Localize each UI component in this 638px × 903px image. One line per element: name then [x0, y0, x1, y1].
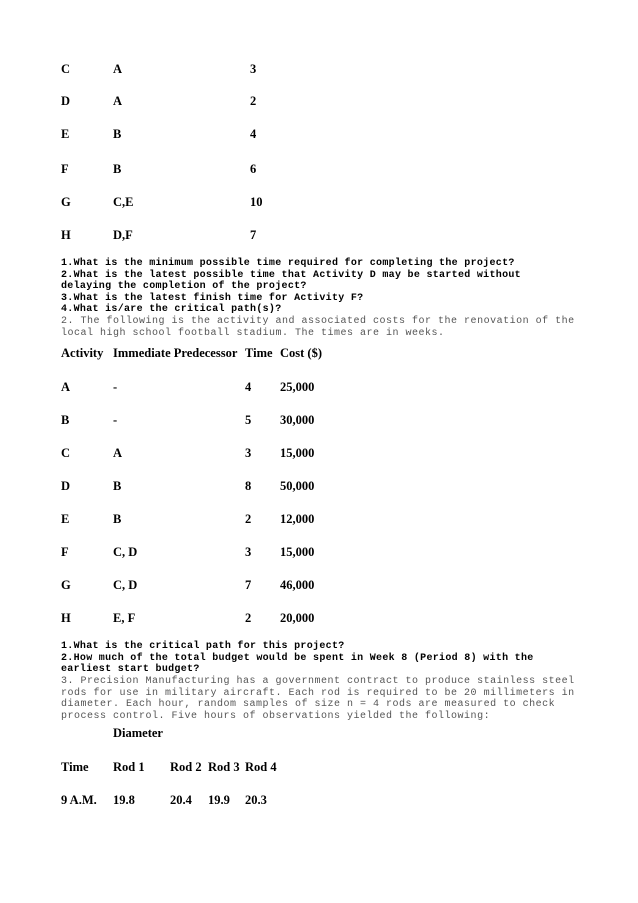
cost-cell: 30,000: [280, 413, 315, 427]
header-time: Time: [61, 760, 89, 774]
question-line: delaying the completion of the project?: [61, 281, 307, 292]
header-rod-3: Rod 3: [208, 760, 240, 774]
time-cell: 5: [245, 413, 252, 427]
rod-2-cell: 20.4: [170, 793, 192, 807]
time-cell: 4: [245, 380, 252, 394]
activity-cell: H: [61, 228, 71, 242]
activity-cell: F: [61, 162, 69, 176]
header-time: Time: [245, 346, 273, 360]
activity-cell: G: [61, 578, 71, 592]
activity-cell: D: [61, 94, 71, 108]
paragraph-line: process control. Five hours of observations yielded the following:: [61, 710, 491, 722]
questions-2: [61, 641, 581, 676]
activity-cell: E: [61, 512, 70, 526]
table-row: [0, 228, 638, 244]
rod-3-cell: 19.9: [208, 793, 230, 807]
table-row: [0, 413, 638, 429]
table-row: [0, 446, 638, 462]
header-rod-2: Rod 2: [170, 760, 202, 774]
question-line: 1.What is the minimum possible time required for completing the project?: [61, 258, 515, 269]
header-cost: Cost ($): [280, 346, 323, 360]
predecessor-cell: E, F: [113, 611, 136, 625]
header-rod-4: Rod 4: [245, 760, 277, 774]
table-header-row: [0, 760, 638, 776]
time-cell: 6: [250, 162, 257, 176]
predecessor-cell: A: [113, 446, 123, 460]
time-cell: 10: [250, 195, 263, 209]
predecessor-cell: -: [113, 413, 118, 427]
problem-2-text: [61, 316, 581, 339]
predecessor-cell: -: [113, 380, 118, 394]
diameter-group-header: Diameter: [113, 726, 163, 740]
predecessor-cell: B: [113, 479, 122, 493]
header-rod-1: Rod 1: [113, 760, 145, 774]
table-row: [0, 94, 638, 110]
time-cell: 2: [245, 611, 252, 625]
time-cell: 2: [245, 512, 252, 526]
paragraph-line: rods for use in military aircraft. Each rod is required to be 20 millimeters in: [61, 687, 575, 699]
predecessor-cell: C, D: [113, 545, 138, 559]
table-row: [0, 162, 638, 178]
table-row: [0, 127, 638, 143]
question-line: 2.What is the latest possible time that Activity D may be started without: [61, 269, 521, 281]
table-row: [0, 512, 638, 528]
predecessor-cell: B: [113, 127, 122, 141]
table-header-row: [0, 346, 638, 362]
question-line: 2.How much of the total budget would be spent in Week 8 (Period 8) with the: [61, 652, 534, 664]
predecessor-cell: A: [113, 62, 123, 76]
table-row: [0, 793, 638, 809]
activity-cell: C: [61, 62, 71, 76]
paragraph-line: diameter. Each hour, random samples of size n = 4 rods are measured to check: [61, 699, 556, 710]
questions-1: [61, 258, 581, 316]
question-line: 4.What is/are the critical path(s)?: [61, 304, 282, 315]
table-row: [0, 62, 638, 78]
time-cell: 3: [245, 545, 252, 559]
header-predecessor: Immediate Predecessor: [113, 346, 238, 360]
table-row: [0, 380, 638, 396]
time-cell: 3: [250, 62, 257, 76]
activity-cell: D: [61, 479, 71, 493]
predecessor-cell: B: [113, 162, 122, 176]
table-row: [0, 578, 638, 594]
time-cell: 7: [250, 228, 257, 242]
activity-cell: A: [61, 380, 71, 394]
paragraph-line: 2. The following is the activity and associated costs for the renovation of the: [61, 316, 575, 327]
activity-cell: E: [61, 127, 70, 141]
time-cell: 2: [250, 94, 257, 108]
cost-cell: 20,000: [280, 611, 315, 625]
table-row: [0, 195, 638, 211]
table-row: [0, 545, 638, 561]
cost-cell: 46,000: [280, 578, 315, 592]
predecessor-cell: D,F: [113, 228, 133, 242]
activity-cell: B: [61, 413, 70, 427]
question-line: earliest start budget?: [61, 664, 200, 675]
problem-3-text: [61, 676, 581, 722]
question-line: 1.What is the critical path for this project?: [61, 641, 345, 652]
predecessor-cell: A: [113, 94, 123, 108]
cost-cell: 15,000: [280, 545, 315, 559]
activity-cell: G: [61, 195, 71, 209]
cost-cell: 15,000: [280, 446, 315, 460]
predecessor-cell: C,E: [113, 195, 134, 209]
activity-cell: C: [61, 446, 71, 460]
paragraph-line: 3. Precision Manufacturing has a government contract to produce stainless steel: [61, 676, 575, 687]
activity-cell: H: [61, 611, 71, 625]
table-row: [0, 611, 638, 627]
time-cell: 4: [250, 127, 257, 141]
paragraph-line: local high school football stadium. The times are in weeks.: [61, 327, 445, 339]
predecessor-cell: C, D: [113, 578, 138, 592]
header-activity: Activity: [61, 346, 104, 360]
cost-cell: 50,000: [280, 479, 315, 493]
activity-cell: F: [61, 545, 69, 559]
question-line: 3.What is the latest finish time for Activity F?: [61, 292, 364, 304]
cost-cell: 12,000: [280, 512, 315, 526]
time-cell: 7: [245, 578, 252, 592]
time-cell: 8: [245, 479, 252, 493]
time-cell: 9 A.M.: [61, 793, 97, 807]
rod-4-cell: 20.3: [245, 793, 267, 807]
table-row: [0, 479, 638, 495]
time-cell: 3: [245, 446, 252, 460]
predecessor-cell: B: [113, 512, 122, 526]
cost-cell: 25,000: [280, 380, 315, 394]
rod-1-cell: 19.8: [113, 793, 135, 807]
